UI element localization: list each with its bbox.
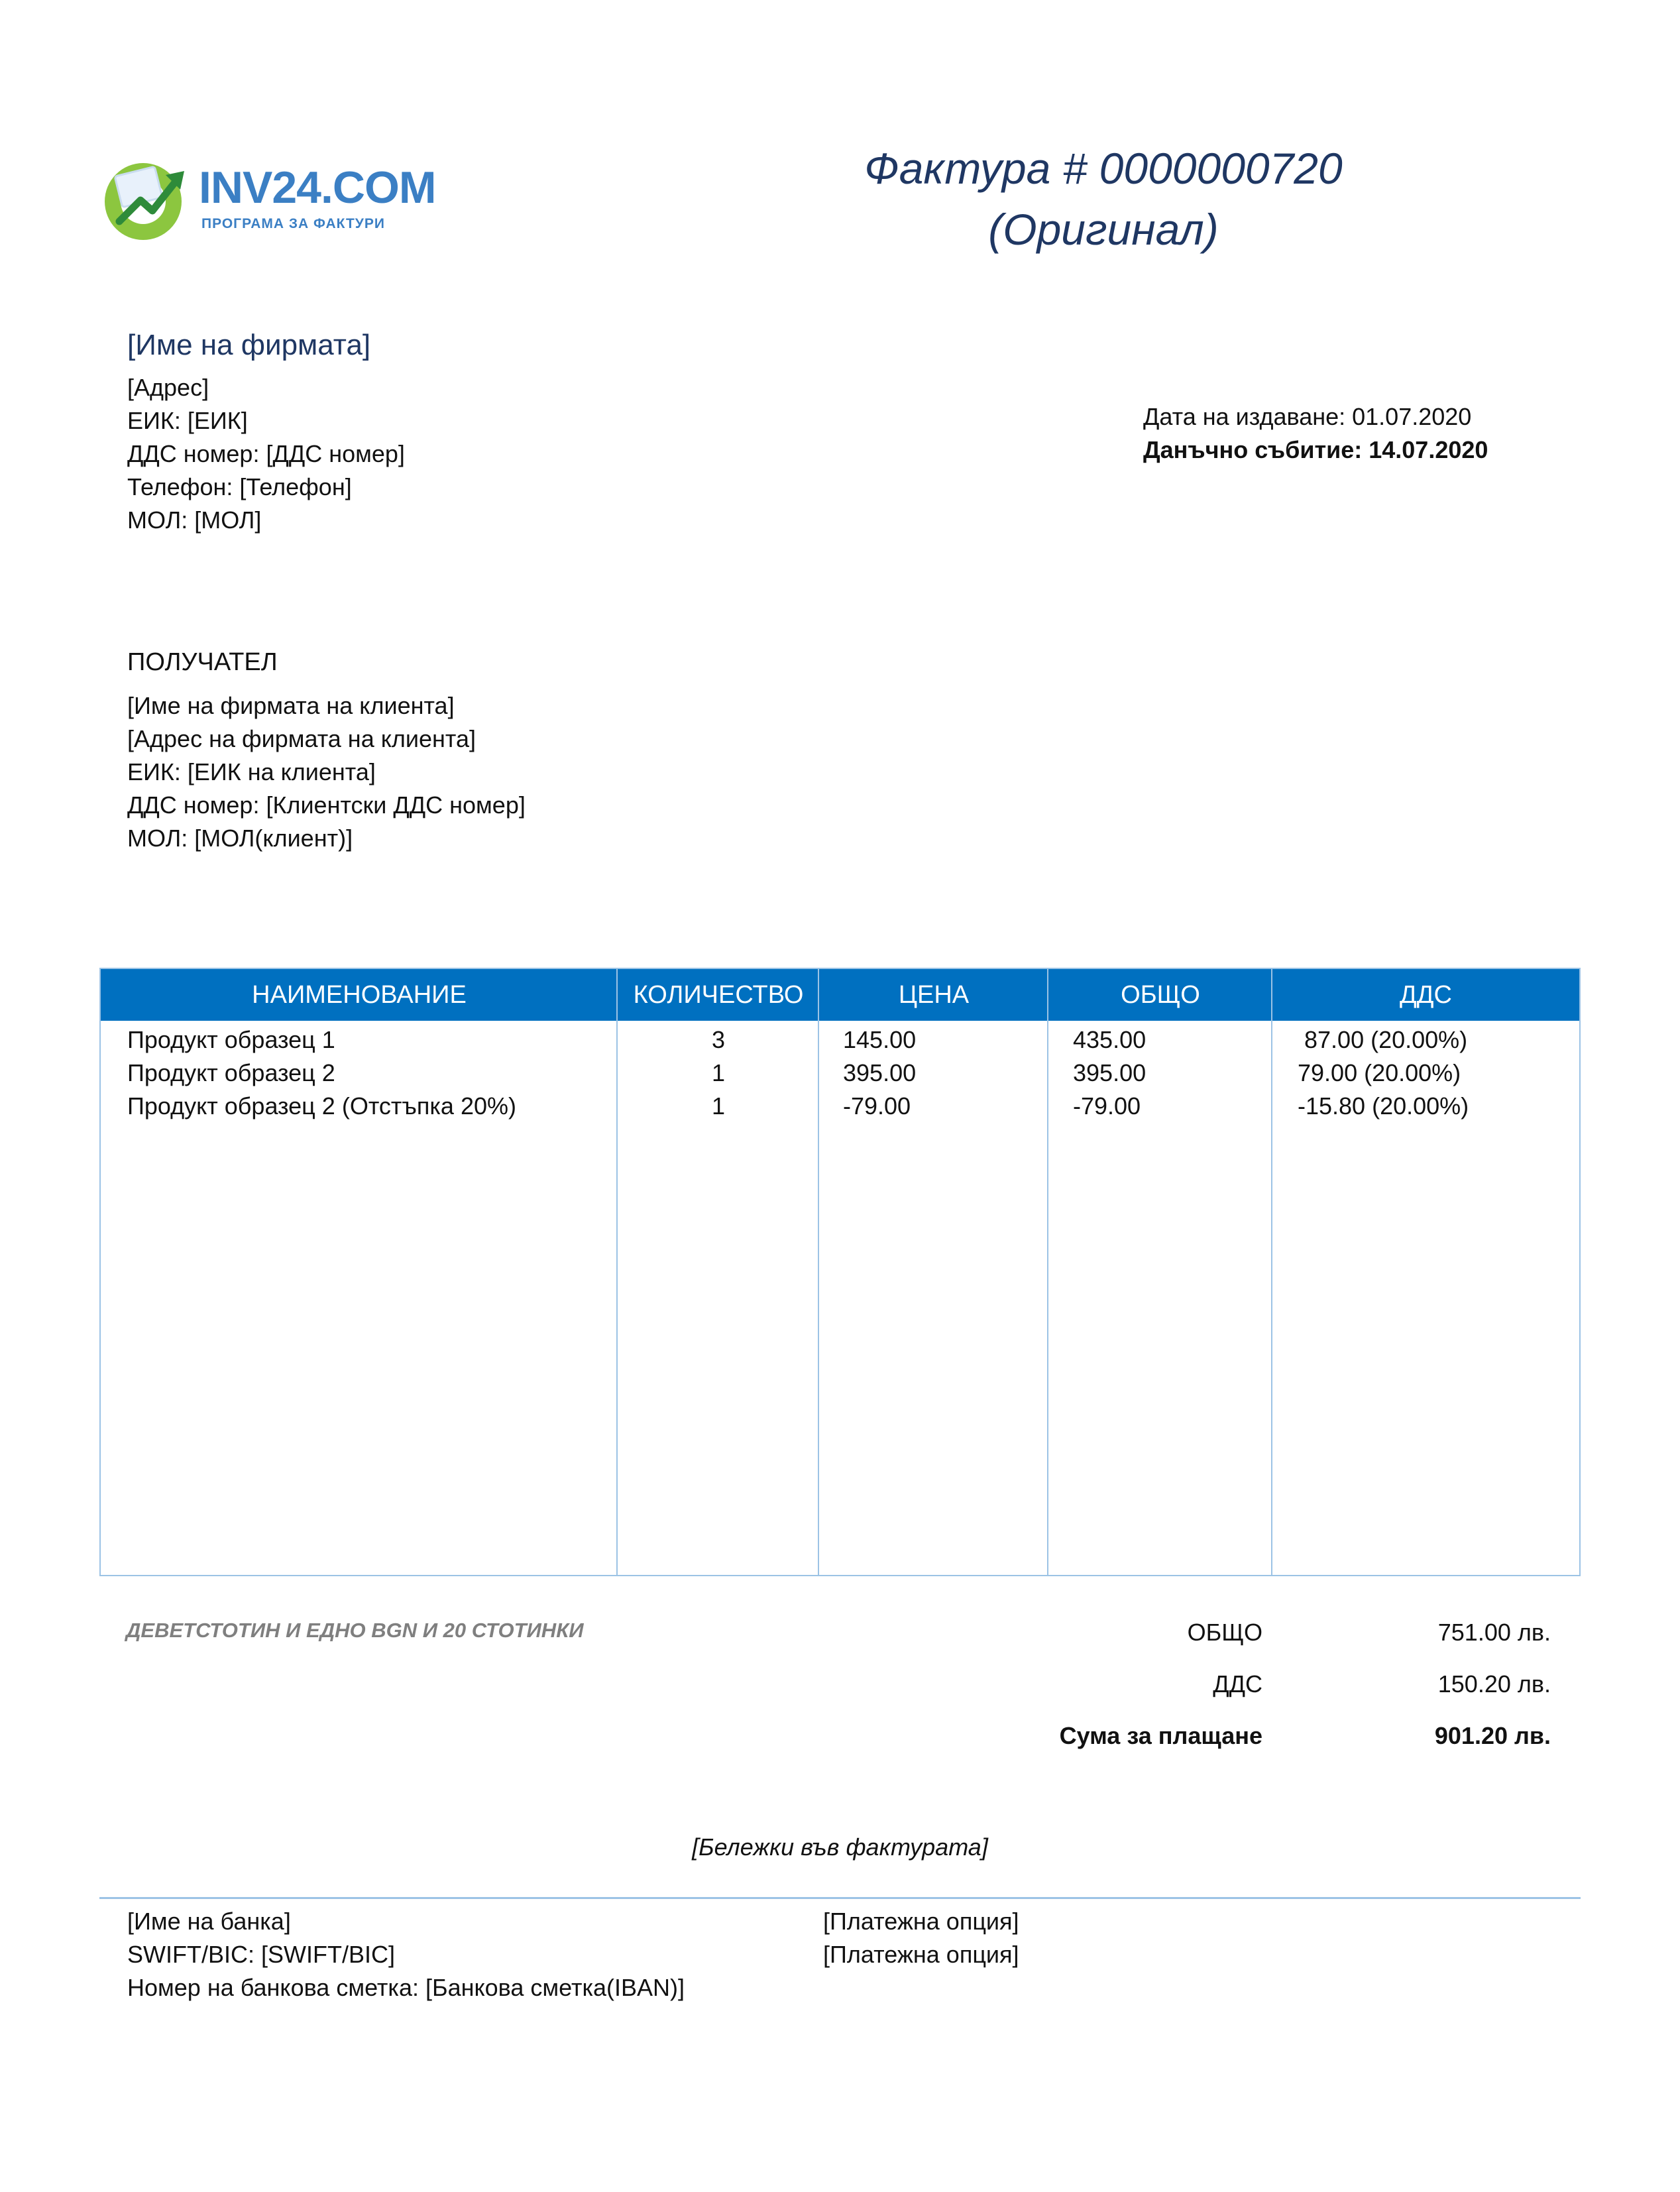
item-quantity: 1 <box>711 1092 726 1120</box>
logo <box>99 152 436 245</box>
logo-icon <box>99 152 192 245</box>
logo-tagline: ПРОГРАМА ЗА ФАКТУРИ <box>201 216 385 231</box>
item-total: 395.00 <box>1073 1059 1147 1086</box>
company-eik: ЕИК: [ЕИК] <box>127 407 248 434</box>
issue-date: Дата на издаване: 01.07.2020 <box>1143 403 1472 430</box>
company-phone: Телефон: [Телефон] <box>127 473 352 500</box>
invoice-number: Фактура # 0000000720 <box>864 144 1343 193</box>
item-quantity: 1 <box>711 1059 726 1086</box>
table-row <box>101 1057 1579 1090</box>
invoice-title <box>795 138 1412 260</box>
amount-due-label: Сума за плащане <box>1059 1722 1262 1749</box>
item-name: Продукт образец 2 (Отстъпка 20%) <box>127 1092 516 1120</box>
amount-due-row <box>1034 1722 1564 1774</box>
item-vat: 79.00 (20.00%) <box>1298 1059 1461 1086</box>
payment-options <box>823 1905 1019 1971</box>
item-price: 395.00 <box>843 1059 917 1086</box>
company-mol: МОЛ: [МОЛ] <box>127 506 262 534</box>
invoice-copy-label: (Оригинал) <box>988 205 1219 254</box>
header-vat: ДДС <box>1400 981 1452 1009</box>
header-price: ЦЕНА <box>898 981 970 1009</box>
subtotal-label: ОБЩО <box>1187 1619 1262 1646</box>
recipient-title: ПОЛУЧАТЕЛ <box>127 648 278 676</box>
payment-option: [Платежна опция] <box>823 1941 1019 1968</box>
vat-total-row <box>1034 1670 1564 1722</box>
item-vat: -15.80 (20.00%) <box>1298 1092 1469 1120</box>
company-name: [Име на фирмата] <box>127 329 371 361</box>
items-table <box>99 968 1581 1576</box>
invoice-dates <box>1143 400 1488 467</box>
vat-total-value: 150.20 лв. <box>1437 1670 1551 1698</box>
item-name: Продукт образец 2 <box>127 1059 335 1086</box>
bank-details <box>127 1905 685 2004</box>
recipient-details <box>127 689 526 855</box>
bank-swift: SWIFT/BIC: [SWIFT/BIC] <box>127 1941 395 1968</box>
company-details <box>127 371 405 537</box>
recipient-vat-number: ДДС номер: [Клиентски ДДС номер] <box>127 791 526 819</box>
recipient-eik: ЕИК: [ЕИК на клиента] <box>127 758 376 785</box>
recipient-company-name: [Име на фирмата на клиента] <box>127 692 455 719</box>
tax-event-date: Данъчно събитие: 14.07.2020 <box>1143 436 1488 463</box>
company-address: [Адрес] <box>127 374 209 401</box>
header-quantity: КОЛИЧЕСТВО <box>633 981 804 1009</box>
vat-total-label: ДДС <box>1213 1670 1262 1698</box>
subtotal-row <box>1034 1619 1564 1670</box>
item-total: 435.00 <box>1073 1026 1147 1053</box>
header-total: ОБЩО <box>1121 981 1200 1009</box>
item-price: -79.00 <box>843 1092 911 1120</box>
recipient-address: [Адрес на фирмата на клиента] <box>127 725 476 752</box>
invoice-notes: [Бележки във фактурата] <box>692 1833 988 1861</box>
table-row <box>101 1023 1579 1057</box>
logo-name: INV24.COM <box>199 162 436 213</box>
payment-option: [Платежна опция] <box>823 1908 1019 1935</box>
amount-due-value: 901.20 лв. <box>1434 1722 1551 1749</box>
table-header <box>101 969 1579 1021</box>
footer-divider <box>99 1897 1581 1899</box>
item-quantity: 3 <box>711 1026 726 1053</box>
recipient-mol: МОЛ: [МОЛ(клиент)] <box>127 825 353 852</box>
item-price: 145.00 <box>843 1026 917 1053</box>
subtotal-value: 751.00 лв. <box>1437 1619 1551 1646</box>
company-vat-number: ДДС номер: [ДДС номер] <box>127 440 405 467</box>
item-name: Продукт образец 1 <box>127 1026 335 1053</box>
amount-in-words: ДЕВЕТСТОТИН И ЕДНО BGN И 20 СТОТИНКИ <box>126 1619 584 1642</box>
table-row <box>101 1090 1579 1123</box>
item-vat: 87.00 (20.00%) <box>1304 1026 1468 1053</box>
totals-block <box>1034 1619 1564 1774</box>
bank-name: [Име на банка] <box>127 1908 291 1935</box>
item-total: -79.00 <box>1073 1092 1141 1120</box>
bank-account: Номер на банкова сметка: [Банкова сметка(IBAN)] <box>127 1974 685 2001</box>
header-name: НАИМЕНОВАНИЕ <box>252 981 467 1009</box>
